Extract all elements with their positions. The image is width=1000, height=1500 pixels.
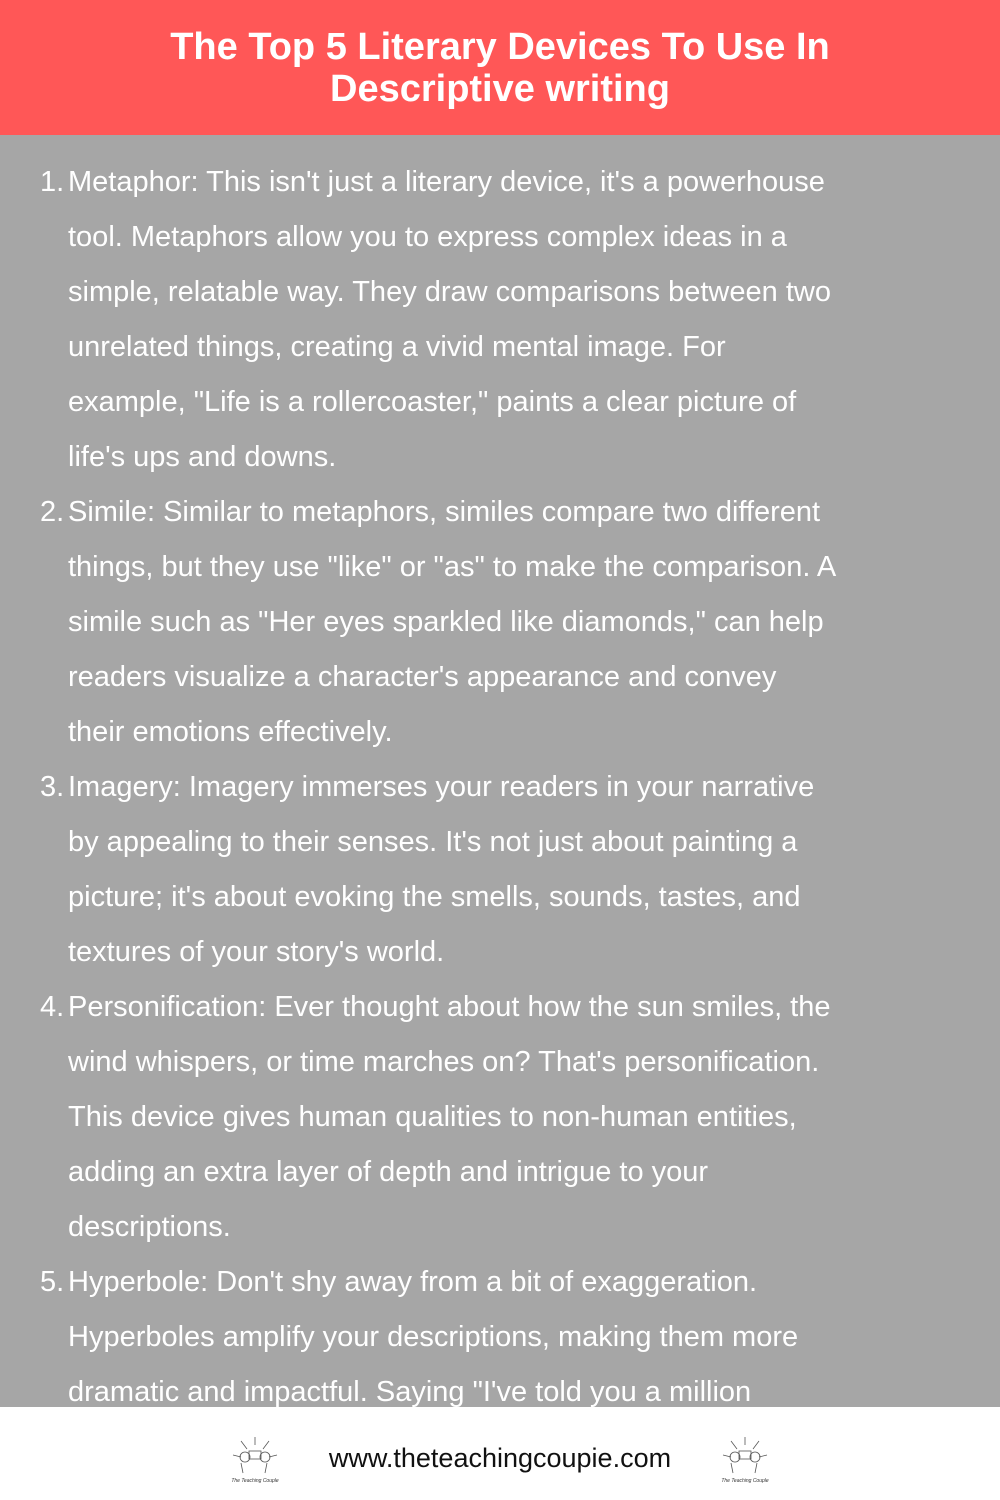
item-number: 2. — [40, 496, 65, 528]
list-item — [0, 1255, 1000, 1407]
list-item — [0, 485, 1000, 760]
item-text-line: Hyperboles amplify your descriptions, making them more — [68, 1321, 799, 1353]
item-text-line: example, "Life is a rollercoaster," paints a clear picture of — [68, 386, 797, 418]
svg-text:The Teaching Couple: The Teaching Couple — [231, 1478, 279, 1484]
website-link[interactable]: www.theteachingcoupie.com — [328, 1443, 672, 1473]
item-text-line: unrelated things, creating a vivid mental image. For — [68, 331, 726, 363]
item-text-line: simile such as "Her eyes sparkled like diamonds," can help — [68, 606, 824, 638]
item-text-line: Imagery: Imagery immerses your readers in your narrative — [68, 771, 815, 803]
item-text-line: by appealing to their senses. It's not just about painting a — [68, 826, 798, 858]
item-number: 5. — [40, 1266, 65, 1298]
item-text-line: This device gives human qualities to non-human entities, — [68, 1101, 797, 1133]
footer — [0, 1407, 1000, 1500]
item-text-line: their emotions effectively. — [68, 716, 393, 748]
item-number: 1. — [40, 166, 65, 198]
devices-list — [0, 155, 1000, 1407]
logo-icon — [717, 1433, 773, 1485]
list-item — [0, 760, 1000, 980]
list-item — [0, 980, 1000, 1255]
item-text-line: adding an extra layer of depth and intrigue to your — [68, 1156, 709, 1188]
item-number: 4. — [40, 991, 65, 1023]
header-banner — [0, 0, 1000, 135]
content-panel — [0, 135, 1000, 1407]
item-number: 3. — [40, 771, 65, 803]
item-text-line: simple, relatable way. They draw comparisons between two — [68, 276, 831, 308]
item-text-line: life's ups and downs. — [68, 441, 337, 473]
item-text-line: Simile: Similar to metaphors, similes compare two different — [68, 496, 821, 528]
item-text-line: picture; it's about evoking the smells, sounds, tastes, and — [68, 881, 801, 913]
item-text-line: dramatic and impactful. Saying "I've told you a million — [68, 1376, 752, 1407]
logo-icon — [227, 1433, 283, 1485]
item-text-line: descriptions. — [68, 1211, 231, 1243]
item-text-line: Hyperbole: Don't shy away from a bit of exaggeration. — [68, 1266, 758, 1298]
item-text-line: Personification: Ever thought about how the sun smiles, the — [68, 991, 831, 1023]
item-text-line: things, but they use "like" or "as" to make the comparison. A — [68, 551, 837, 583]
page-title: The Top 5 Literary Devices To Use In Descriptive writing — [170, 25, 830, 110]
item-text-line: Metaphor: This isn't just a literary device, it's a powerhouse — [68, 166, 825, 198]
svg-text:The Teaching Couple: The Teaching Couple — [721, 1478, 769, 1484]
item-text-line: readers visualize a character's appearance and convey — [68, 661, 777, 693]
item-text-line: tool. Metaphors allow you to express complex ideas in a — [68, 221, 787, 253]
list-item — [0, 155, 1000, 485]
item-text-line: wind whispers, or time marches on? That's personification. — [68, 1046, 820, 1078]
item-text-line: textures of your story's world. — [68, 936, 445, 968]
